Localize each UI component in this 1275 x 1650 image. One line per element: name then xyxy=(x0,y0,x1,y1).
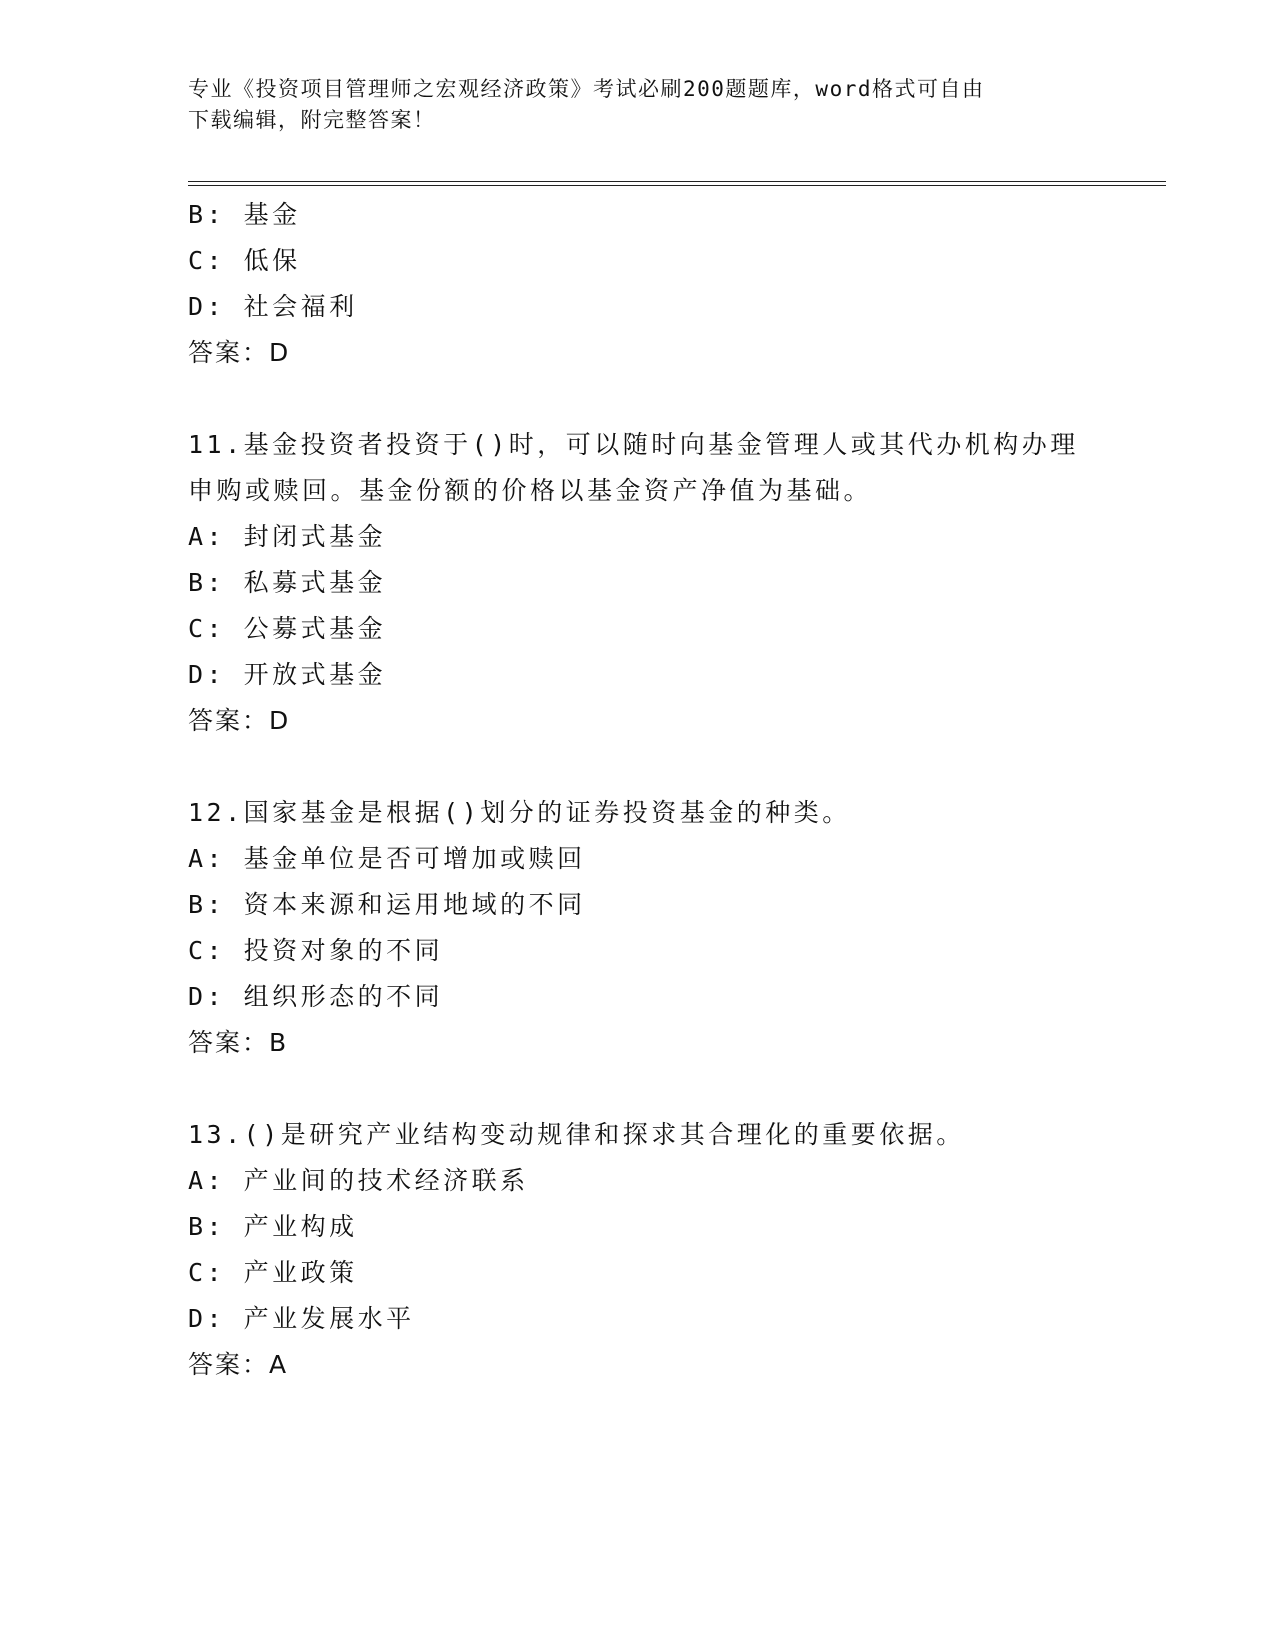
answer: 答案：D xyxy=(188,706,291,735)
answer: 答案：D xyxy=(188,338,291,367)
question-stem: 12.国家基金是根据()划分的证券投资基金的种类。 xyxy=(188,798,851,827)
header-rule-top xyxy=(188,181,1166,182)
header-line-2: 下载编辑，附完整答案！ xyxy=(188,108,436,132)
question-13 xyxy=(188,1112,1088,1388)
header-rule-bottom xyxy=(188,185,1166,186)
answer: 答案：A xyxy=(188,1350,289,1379)
question-gap xyxy=(188,744,1088,790)
option-d: D: 社会福利 xyxy=(188,292,358,321)
question-12 xyxy=(188,790,1088,1066)
option-a: A: 产业间的技术经济联系 xyxy=(188,1166,529,1195)
option-c: C: 投资对象的不同 xyxy=(188,936,444,965)
header-line-1: 专业《投资项目管理师之宏观经济政策》考试必刷200题题库，word格式可自由 xyxy=(188,77,985,101)
question-stem: 13.()是研究产业结构变动规律和探求其合理化的重要依据。 xyxy=(188,1120,965,1149)
option-c: C: 低保 xyxy=(188,246,301,275)
question-list xyxy=(188,192,1088,1388)
option-d: D: 组织形态的不同 xyxy=(188,982,444,1011)
option-d: D: 产业发展水平 xyxy=(188,1304,415,1333)
option-b: B: 私募式基金 xyxy=(188,568,387,597)
answer: 答案：B xyxy=(188,1028,289,1057)
option-c: C: 公募式基金 xyxy=(188,614,387,643)
option-b: B: 基金 xyxy=(188,200,301,229)
option-b: B: 产业构成 xyxy=(188,1212,358,1241)
option-a: A: 基金单位是否可增加或赎回 xyxy=(188,844,586,873)
question-stem: 11.基金投资者投资于()时，可以随时向基金管理人或其代办机构办理 xyxy=(188,430,1079,459)
question-10-tail xyxy=(188,192,1088,376)
option-a: A: 封闭式基金 xyxy=(188,522,387,551)
question-stem-continued: 申购或赎回。基金份额的价格以基金资产净值为基础。 xyxy=(188,476,873,505)
option-c: C: 产业政策 xyxy=(188,1258,358,1287)
question-gap xyxy=(188,376,1088,422)
question-gap xyxy=(188,1066,1088,1112)
option-b: B: 资本来源和运用地域的不同 xyxy=(188,890,586,919)
document-header xyxy=(188,74,1088,136)
option-d: D: 开放式基金 xyxy=(188,660,387,689)
question-11 xyxy=(188,422,1088,744)
